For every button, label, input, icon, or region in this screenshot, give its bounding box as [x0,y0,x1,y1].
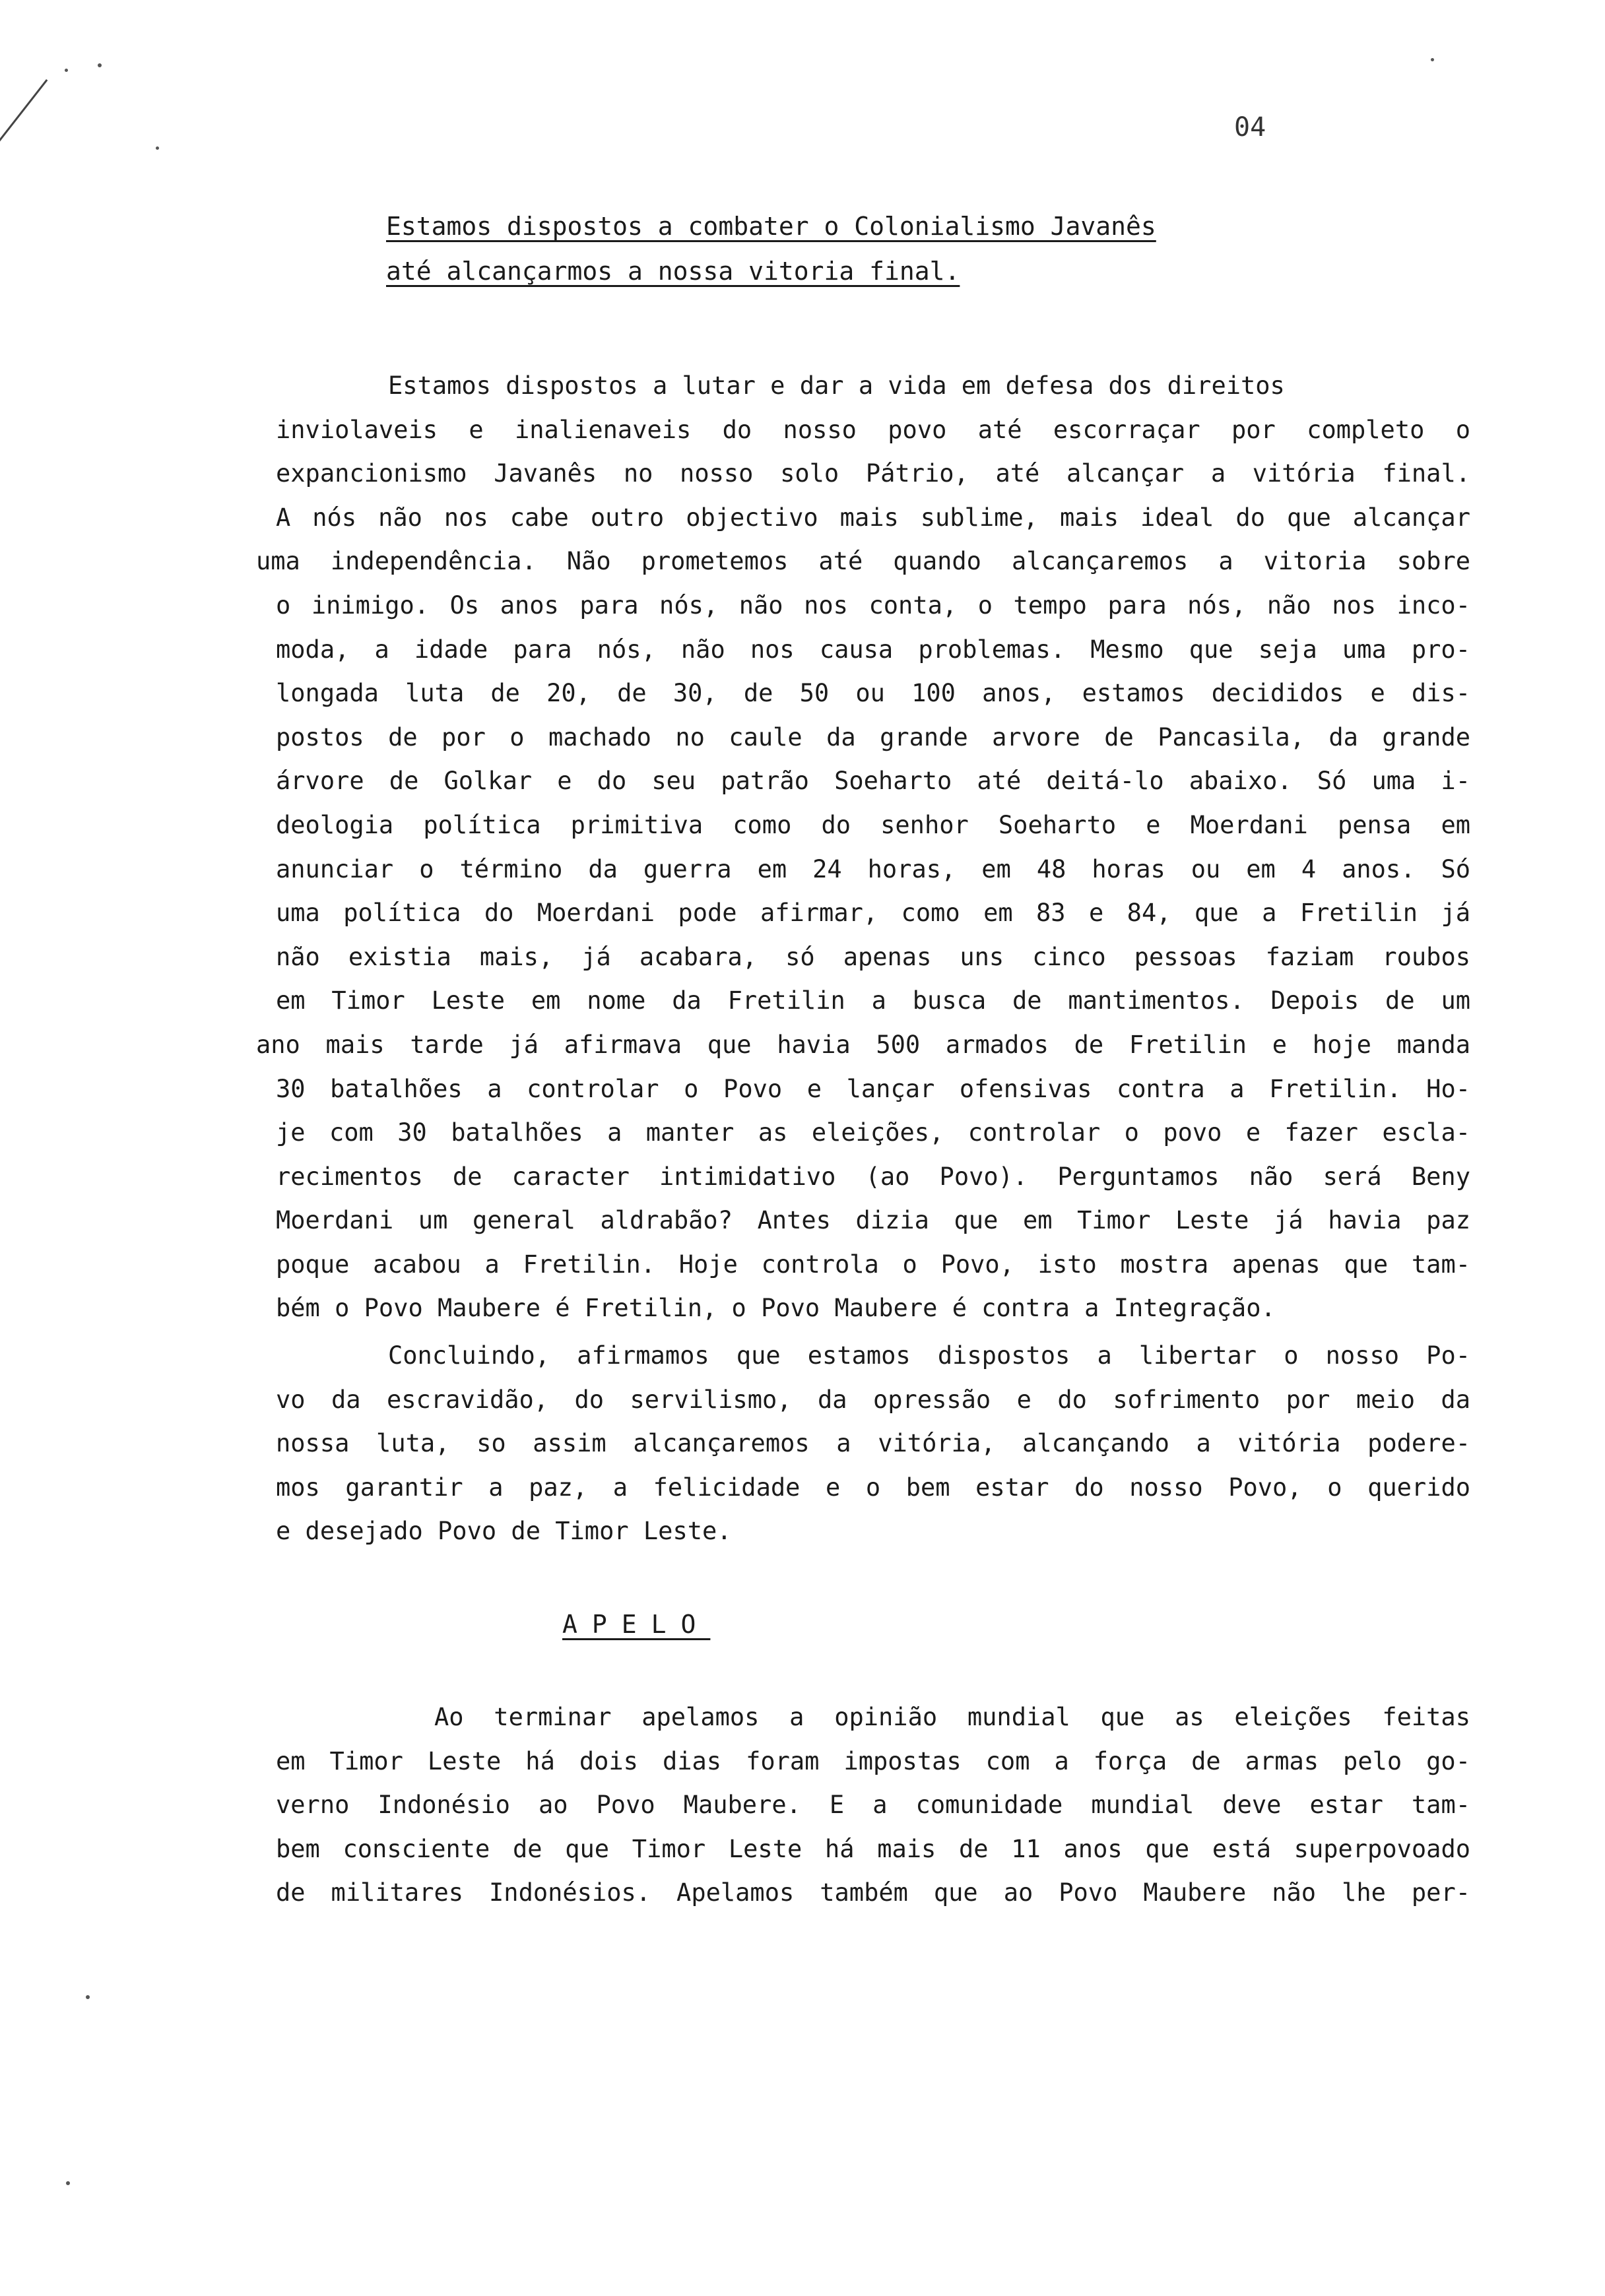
ink-speck [98,63,102,67]
text-line: não existia mais, já acabara, só apenas uns cinco pessoas faziam roubos [276,942,1470,971]
text-line: recimentos de caracter intimidativo (ao Povo). Perguntamos não será Beny [276,1162,1470,1191]
ink-speck [156,146,159,150]
section-title-apelo: APELO [562,1610,711,1639]
text-line: inviolaveis e inalienaveis do nosso povo até escorraçar por completo o [276,415,1470,444]
paragraph-2 [276,1334,1470,1554]
ink-speck [86,1995,90,1999]
ink-speck [1431,58,1434,61]
ink-speck [65,69,68,72]
ink-speck [66,2181,70,2185]
text-line: longada luta de 20, de 30, de 50 ou 100 anos, estamos decididos e dis- [276,679,1470,708]
text-line: bém o Povo Maubere é Fretilin, o Povo Maubere é contra a Integração. [276,1294,1276,1323]
text-line: anunciar o término da guerra em 24 horas, em 48 horas ou em 4 anos. Só [276,854,1470,883]
heading-line-1: Estamos dispostos a combater o Colonialismo Javanês [386,212,1156,241]
text-line: uma política do Moerdani pode afirmar, como em 83 e 84, que a Fretilin já [276,899,1470,928]
text-line: 30 batalhões a controlar o Povo e lançar ofensivas contra a Fretilin. Ho- [276,1074,1470,1103]
text-line: de militares Indonésios. Apelamos também que ao Povo Maubere não lhe per- [276,1878,1470,1907]
text-line: Moerdani um general aldrabão? Antes dizia que em Timor Leste já havia paz [276,1206,1470,1235]
text-line: deologia política primitiva como do senhor Soeharto e Moerdani pensa em [276,810,1470,839]
text-line: árvore de Golkar e do seu patrão Soeharto até deitá-lo abaixo. Só uma i- [276,767,1470,796]
text-line: A nós não nos cabe outro objectivo mais sublime, mais ideal do que alcançar [276,503,1470,532]
text-line: em Timor Leste em nome da Fretilin a busca de mantimentos. Depois de um [276,986,1470,1015]
heading-line-2: até alcançarmos a nossa vitoria final. [386,257,960,286]
paragraph-1 [256,364,1470,1331]
text-line: Concluindo, afirmamos que estamos dispostos a libertar o nosso Po- [388,1341,1470,1370]
text-line: e desejado Povo de Timor Leste. [276,1517,732,1546]
text-line: bem consciente de que Timor Leste há mais de 11 anos que está superpovoado [276,1834,1470,1863]
text-line: poque acabou a Fretilin. Hoje controla o Povo, isto mostra apenas que tam- [276,1250,1470,1279]
text-line: uma independência. Não prometemos até quando alcançaremos a vitoria sobre [256,547,1470,576]
text-line: postos de por o machado no caule da grande arvore de Pancasila, da grande [276,722,1470,751]
text-line: expancionismo Javanês no nosso solo Pátrio, até alcançar a vitória final. [276,459,1470,488]
text-line: mos garantir a paz, a felicidade e o bem estar do nosso Povo, o querido [276,1473,1470,1502]
text-line: moda, a idade para nós, não nos causa problemas. Mesmo que seja uma pro- [276,635,1470,664]
apelo-paragraph [276,1696,1470,1915]
text-line: ano mais tarde já afirmava que havia 500 armados de Fretilin e hoje manda [256,1030,1470,1059]
text-line: Estamos dispostos a lutar e dar a vida em defesa dos direitos [388,371,1285,400]
text-line: Ao terminar apelamos a opinião mundial que as eleições feitas [434,1703,1470,1731]
page-number: 04 [1234,112,1266,143]
pen-mark [0,79,48,179]
text-line: em Timor Leste há dois dias foram impostas com a força de armas pelo go- [276,1746,1470,1775]
text-line: vo da escravidão, do servilismo, da opressão e do sofrimento por meio da [276,1385,1470,1414]
text-line: nossa luta, so assim alcançaremos a vitória, alcançando a vitória podere- [276,1429,1470,1458]
text-line: o inimigo. Os anos para nós, não nos conta, o tempo para nós, não nos inco- [276,590,1470,620]
text-line: verno Indonésio ao Povo Maubere. E a comunidade mundial deve estar tam- [276,1791,1470,1820]
text-line: je com 30 batalhões a manter as eleições, controlar o povo e fazer escla- [276,1118,1470,1147]
